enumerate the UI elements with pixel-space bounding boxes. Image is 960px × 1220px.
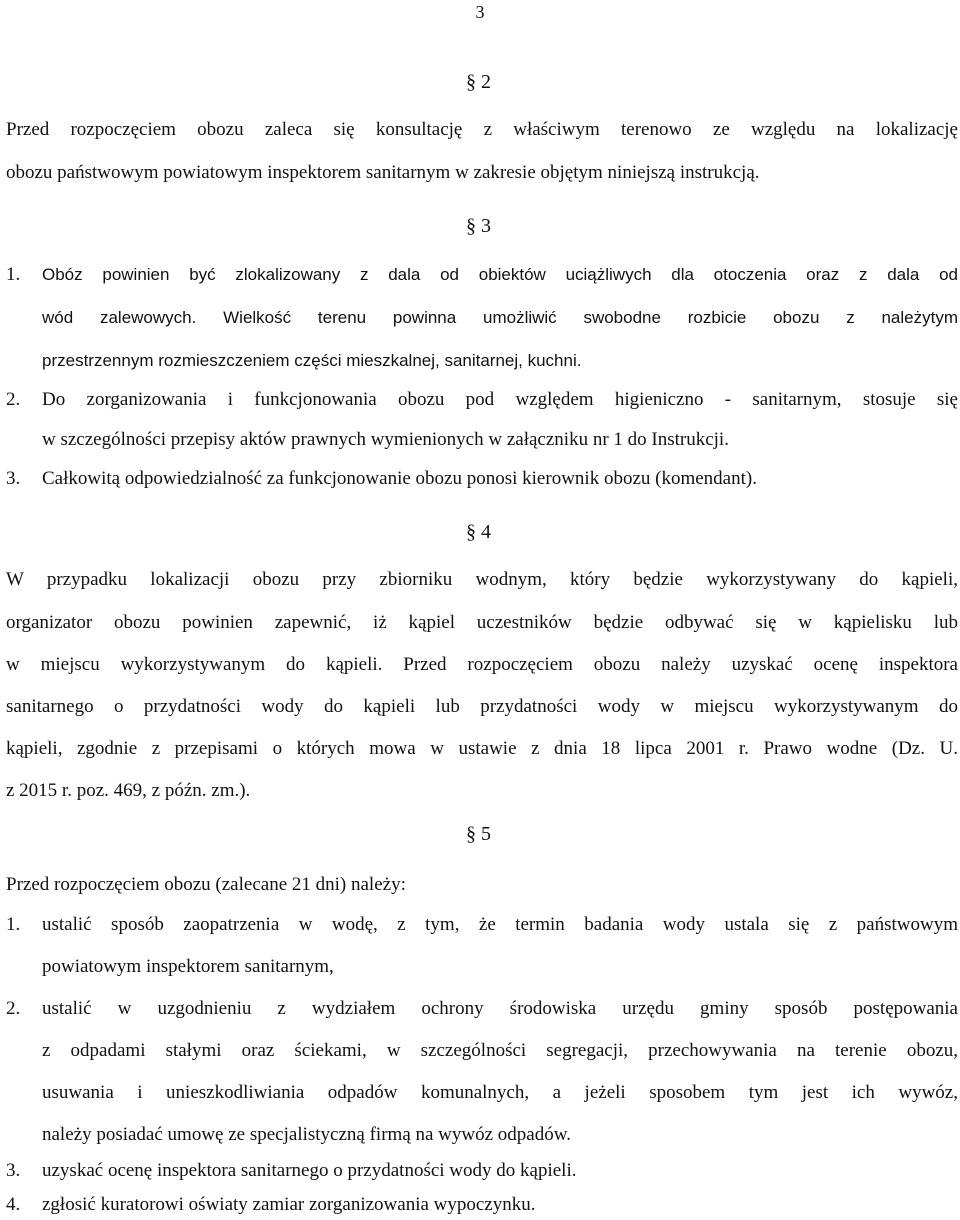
page-number: 3 — [475, 2, 485, 22]
section-5-item-3-line-1: uzyskać ocenę inspektora sanitarnego o przydatności wody do kąpieli. — [42, 1160, 577, 1181]
section-5-heading: § 5 — [466, 823, 491, 845]
section-5-item-1-number: 1. — [6, 914, 21, 935]
section-5-item-4-line-1: zgłosić kuratorowi oświaty zamiar zorganizowania wypoczynku. — [42, 1194, 536, 1215]
section-5-item-1-line-1: ustalić sposób zaopatrzenia w wodę, z tym, że termin badania wody ustala się z państwowym — [42, 914, 958, 935]
section-4-line-6: z 2015 r. poz. 469, z późn. zm.). — [6, 780, 251, 801]
section-3-item-2-line-2: w szczególności przepisy aktów prawnych wymienionych w załączniku nr 1 do Instrukcji. — [42, 429, 729, 450]
section-3-item-2-number: 2. — [6, 389, 21, 410]
section-3-item-1-number: 1. — [6, 264, 21, 285]
section-4-line-5: kąpieli, zgodnie z przepisami o których mowa w ustawie z dnia 18 lipca 2001 r. Prawo wodne (Dz. U. — [6, 738, 958, 759]
section-3-item-1-line-1: Obóz powinien być zlokalizowany z dala od obiektów uciążliwych dla otoczenia oraz z dala od — [42, 265, 958, 284]
section-3-item-1-line-3: przestrzennym rozmieszczeniem części mieszkalnej, sanitarnej, kuchni. — [42, 351, 582, 370]
section-5-item-2-line-3: usuwania i unieszkodliwiania odpadów komunalnych, a jeżeli sposobem tym jest ich wywóz, — [42, 1082, 958, 1103]
section-4-heading: § 4 — [466, 521, 491, 543]
section-5-intro: Przed rozpoczęciem obozu (zalecane 21 dni) należy: — [6, 874, 406, 895]
section-2-heading: § 2 — [466, 71, 491, 93]
section-3-heading: § 3 — [466, 215, 491, 237]
section-5-item-2-line-4: należy posiadać umowę ze specjalistyczną firmą na wywóz odpadów. — [42, 1124, 571, 1145]
section-5-item-2-number: 2. — [6, 998, 21, 1019]
section-5-item-2-line-1: ustalić w uzgodnieniu z wydziałem ochrony środowiska urzędu gminy sposób postępowania — [42, 998, 958, 1019]
section-3-item-2-line-1: Do zorganizowania i funkcjonowania obozu pod względem higieniczno - sanitarnym, stosuje się — [42, 389, 958, 410]
section-2-line-1: Przed rozpoczęciem obozu zaleca się konsultację z właściwym terenowo ze względu na lokalizację — [6, 119, 958, 140]
section-3-item-3-number: 3. — [6, 468, 21, 489]
section-4-line-1: W przypadku lokalizacji obozu przy zbiorniku wodnym, który będzie wykorzystywany do kąpieli, — [6, 569, 958, 590]
section-3-item-3-line-1: Całkowitą odpowiedzialność za funkcjonowanie obozu ponosi kierownik obozu (komendant). — [42, 468, 757, 489]
section-5-item-1-line-2: powiatowym inspektorem sanitarnym, — [42, 956, 334, 977]
section-5-item-3-number: 3. — [6, 1160, 21, 1181]
section-3-item-1-line-2: wód zalewowych. Wielkość terenu powinna umożliwić swobodne rozbicie obozu z należytym — [42, 308, 958, 327]
section-4-line-3: w miejscu wykorzystywanym do kąpieli. Przed rozpoczęciem obozu należy uzyskać ocenę inspektora — [6, 654, 958, 675]
section-2-line-2: obozu państwowym powiatowym inspektorem sanitarnym w zakresie objętym niniejszą instrukcją. — [6, 162, 760, 183]
section-4-line-2: organizator obozu powinien zapewnić, iż kąpiel uczestników będzie odbywać się w kąpielisku lub — [6, 612, 958, 633]
section-5-item-4-number: 4. — [6, 1194, 21, 1215]
section-4-line-4: sanitarnego o przydatności wody do kąpieli lub przydatności wody w miejscu wykorzystywanym do — [6, 696, 958, 717]
section-5-item-2-line-2: z odpadami stałymi oraz ściekami, w szczególności segregacji, przechowywania na terenie obozu, — [42, 1040, 958, 1061]
